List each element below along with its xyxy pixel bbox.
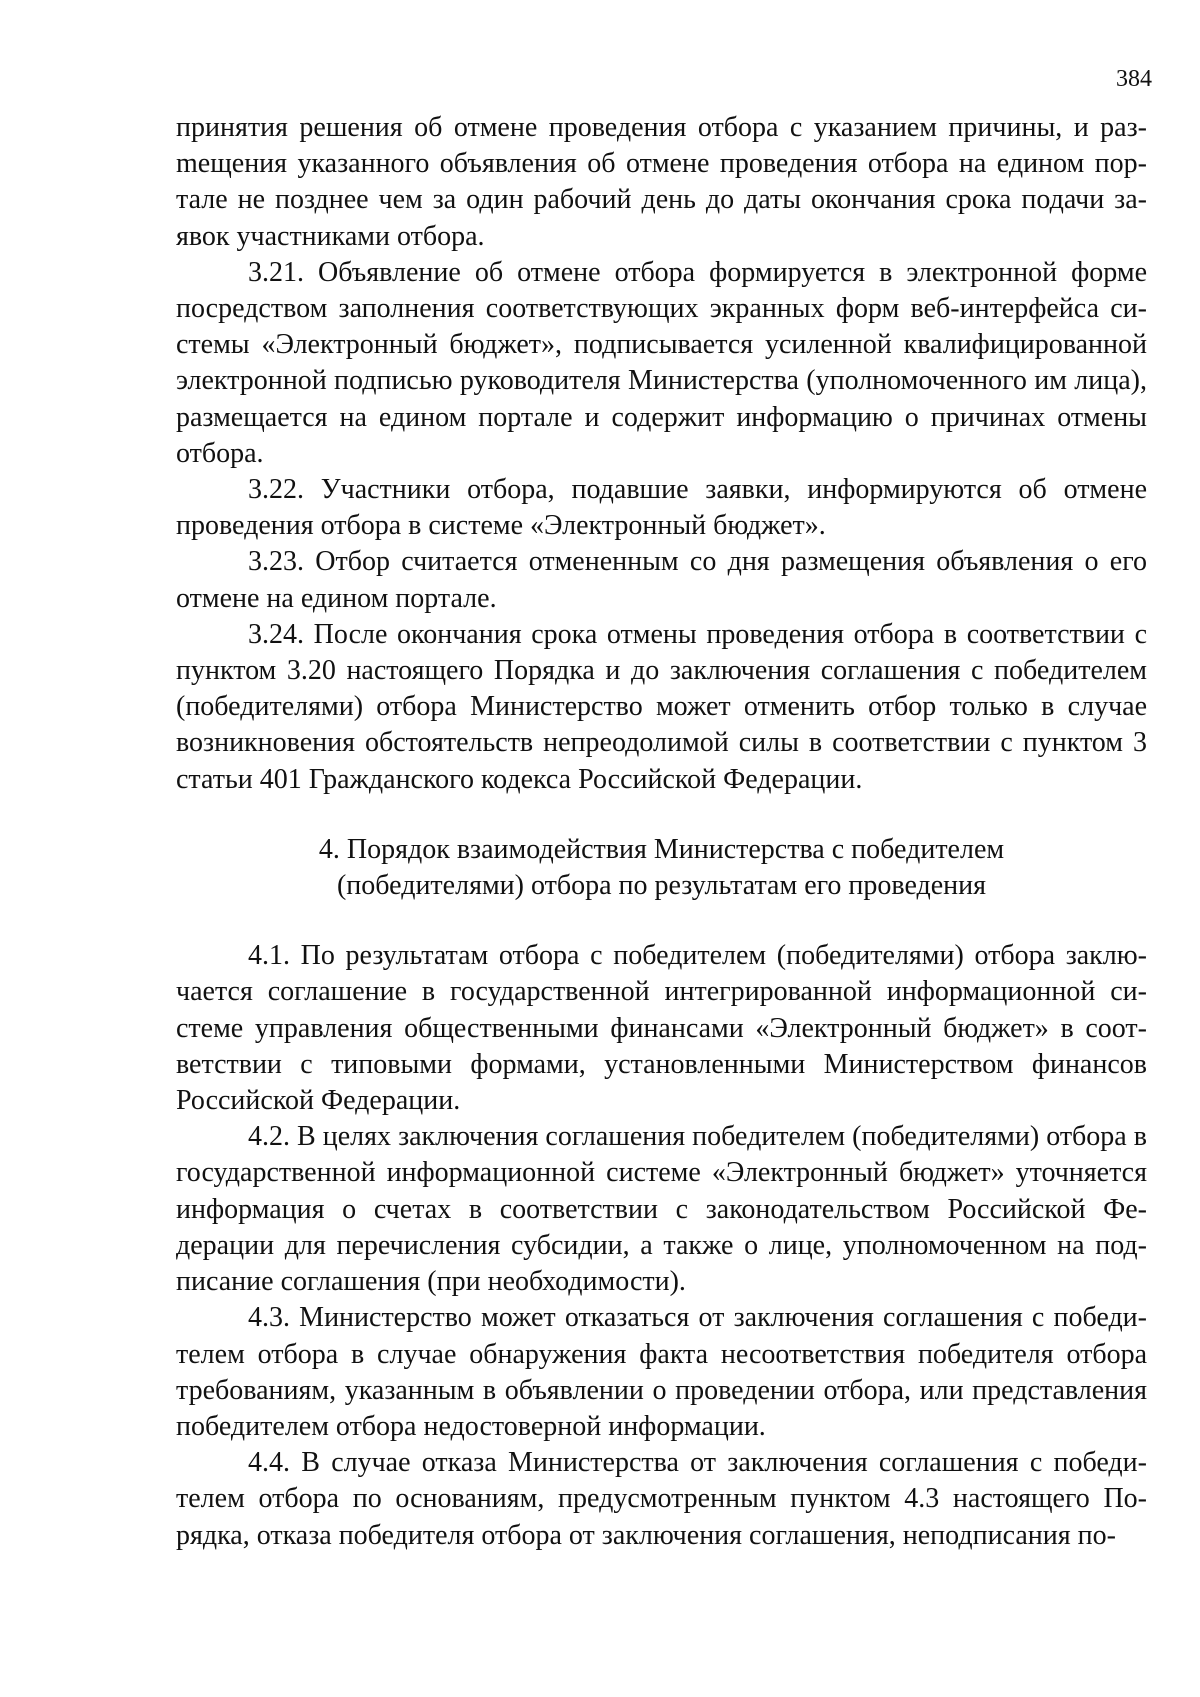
paragraph-4-4: 4.4. В случае отказа Министерства от заключения соглашения с победителем отбора по основаниям, предусмотренным пунктом 4.3 настоящего Порядка, отказа победителя отбора от заключения соглашения, неподписания по- [176, 1447, 1147, 1551]
document-body [176, 110, 1147, 1554]
page-number: 384 [1116, 66, 1152, 92]
paragraph-4-2: 4.2. В целях заключения соглашения победителем (победителями) отбора в государственной информационной системе «Электронный бюджет» уточняется информация о счетах в соответствии с законодательством Российской Федерации для перечисления субсидии, а также о лице, уполномоченном на подписание соглашения (при необходимости). [176, 1121, 1147, 1298]
section-4-heading [176, 832, 1147, 904]
paragraph-continuation: принятия решения об отмене проведения отбора с указанием причины, и разmещения указанного объявления об отмене проведения отбора на едином портале не позднее чем за один рабочий день до даты окончания срока подачи заявок участниками отбора. [176, 112, 1147, 252]
paragraph-3-22: 3.22. Участники отбора, подавшие заявки, информируются об отмене проведения отбора в системе «Электронный бюджет». [176, 474, 1147, 542]
paragraph-4-1: 4.1. По результатам отбора с победителем (победителями) отбора заключается соглашение в государственной интегрированной информационной системе управления общественными финансами «Электронный бюджет» в соответствии с типовыми формами, установленными Министерством финансов Российской Федерации. [176, 940, 1147, 1117]
section-heading-line-2: (победителями) отбора по результатам его проведения [336, 870, 987, 902]
section-heading-line-1: 4. Порядок взаимодействия Министерства с победителем [318, 833, 1005, 865]
paragraph-4-3: 4.3. Министерство может отказаться от заключения соглашения с победителем отбора в случае обнаружения факта несоответствия победителя отбора требованиям, указанным в объявлении о проведении отбора, или представления победителем отбора недостоверной информации. [176, 1302, 1147, 1442]
paragraph-3-24: 3.24. После окончания срока отмены проведения отбора в соответствии с пунктом 3.20 настоящего Порядка и до заключения соглашения с победителем (победителями) отбора Министерство может отменить отбор только в случае возникновения обстоятельств непреодолимой силы в соответствии с пунктом 3 статьи 401 Гражданского кодекса Российской Федерации. [176, 618, 1147, 795]
paragraph-3-21: 3.21. Объявление об отмене отбора формируется в электронной форме посредством заполнения соответствующих экранных форм веб-интерфейса системы «Электронный бюджет», подписывается усиленной квалифицированной электронной подписью руководителя Министерства (уполномоченного им лица), размещается на едином портале и содержит информацию о причинах отмены отбора. [176, 256, 1147, 469]
paragraph-3-23: 3.23. Отбор считается отмененным со дня размещения объявления о его отмене на едином портале. [176, 546, 1147, 614]
